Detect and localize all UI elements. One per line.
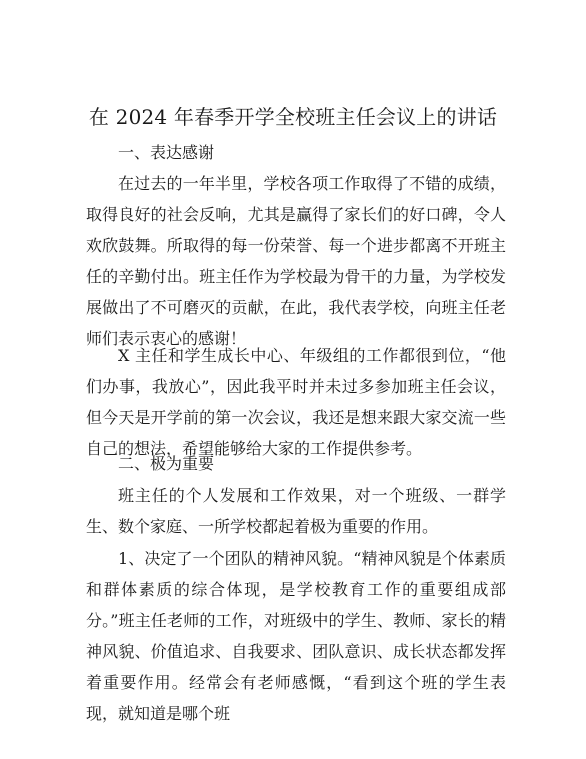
paragraph-importance-2: 1、决定了一个团队的精神风貌。“精神风貌是个体素质和群体素质的综合体现，是学校教育工作的重要组成部分。”班主任老师的工作，对班级中的学生、教师、家长的精神风貌、价值追求、自我要求、团队意识、成长状态都发挥着重要作用。经常会有老师感慨，“看到这个班的学生表现，就知道是哪个班 — [86, 549, 506, 723]
paragraph-gratitude-2: X 主任和学生成长中心、年级组的工作都很到位，“他们办事，我放心”，因此我平时并未过多参加班主任会议，但今天是开学前的第一次会议，我还是想来跟大家交流一些自己的想法，希望能够给大家的工作提供参考。 — [86, 346, 506, 458]
paragraph-gratitude-1: 在过去的一年半里，学校各项工作取得了不错的成绩，取得良好的社会反响，尤其是赢得了家长们的好口碑，令人欢欣鼓舞。所取得的每一份荣誉、每一个进步都离不开班主任的辛勤付出。班主任作为学校最为骨干的力量，为学校发展做出了不可磨灭的贡献，在此，我代表学校，向班主任老师们表示衷心的感谢！ — [86, 174, 506, 348]
section-heading-gratitude: 一、表达感谢 — [118, 143, 215, 162]
section-heading-importance: 二、极为重要 — [118, 454, 215, 473]
paragraph-importance-1: 班主任的个人发展和工作效果，对一个班级、一群学生、数个家庭、一所学校都起着极为重要的作用。 — [86, 486, 506, 536]
document-title: 在 2024 年春季开学全校班主任会议上的讲话 — [88, 105, 498, 129]
